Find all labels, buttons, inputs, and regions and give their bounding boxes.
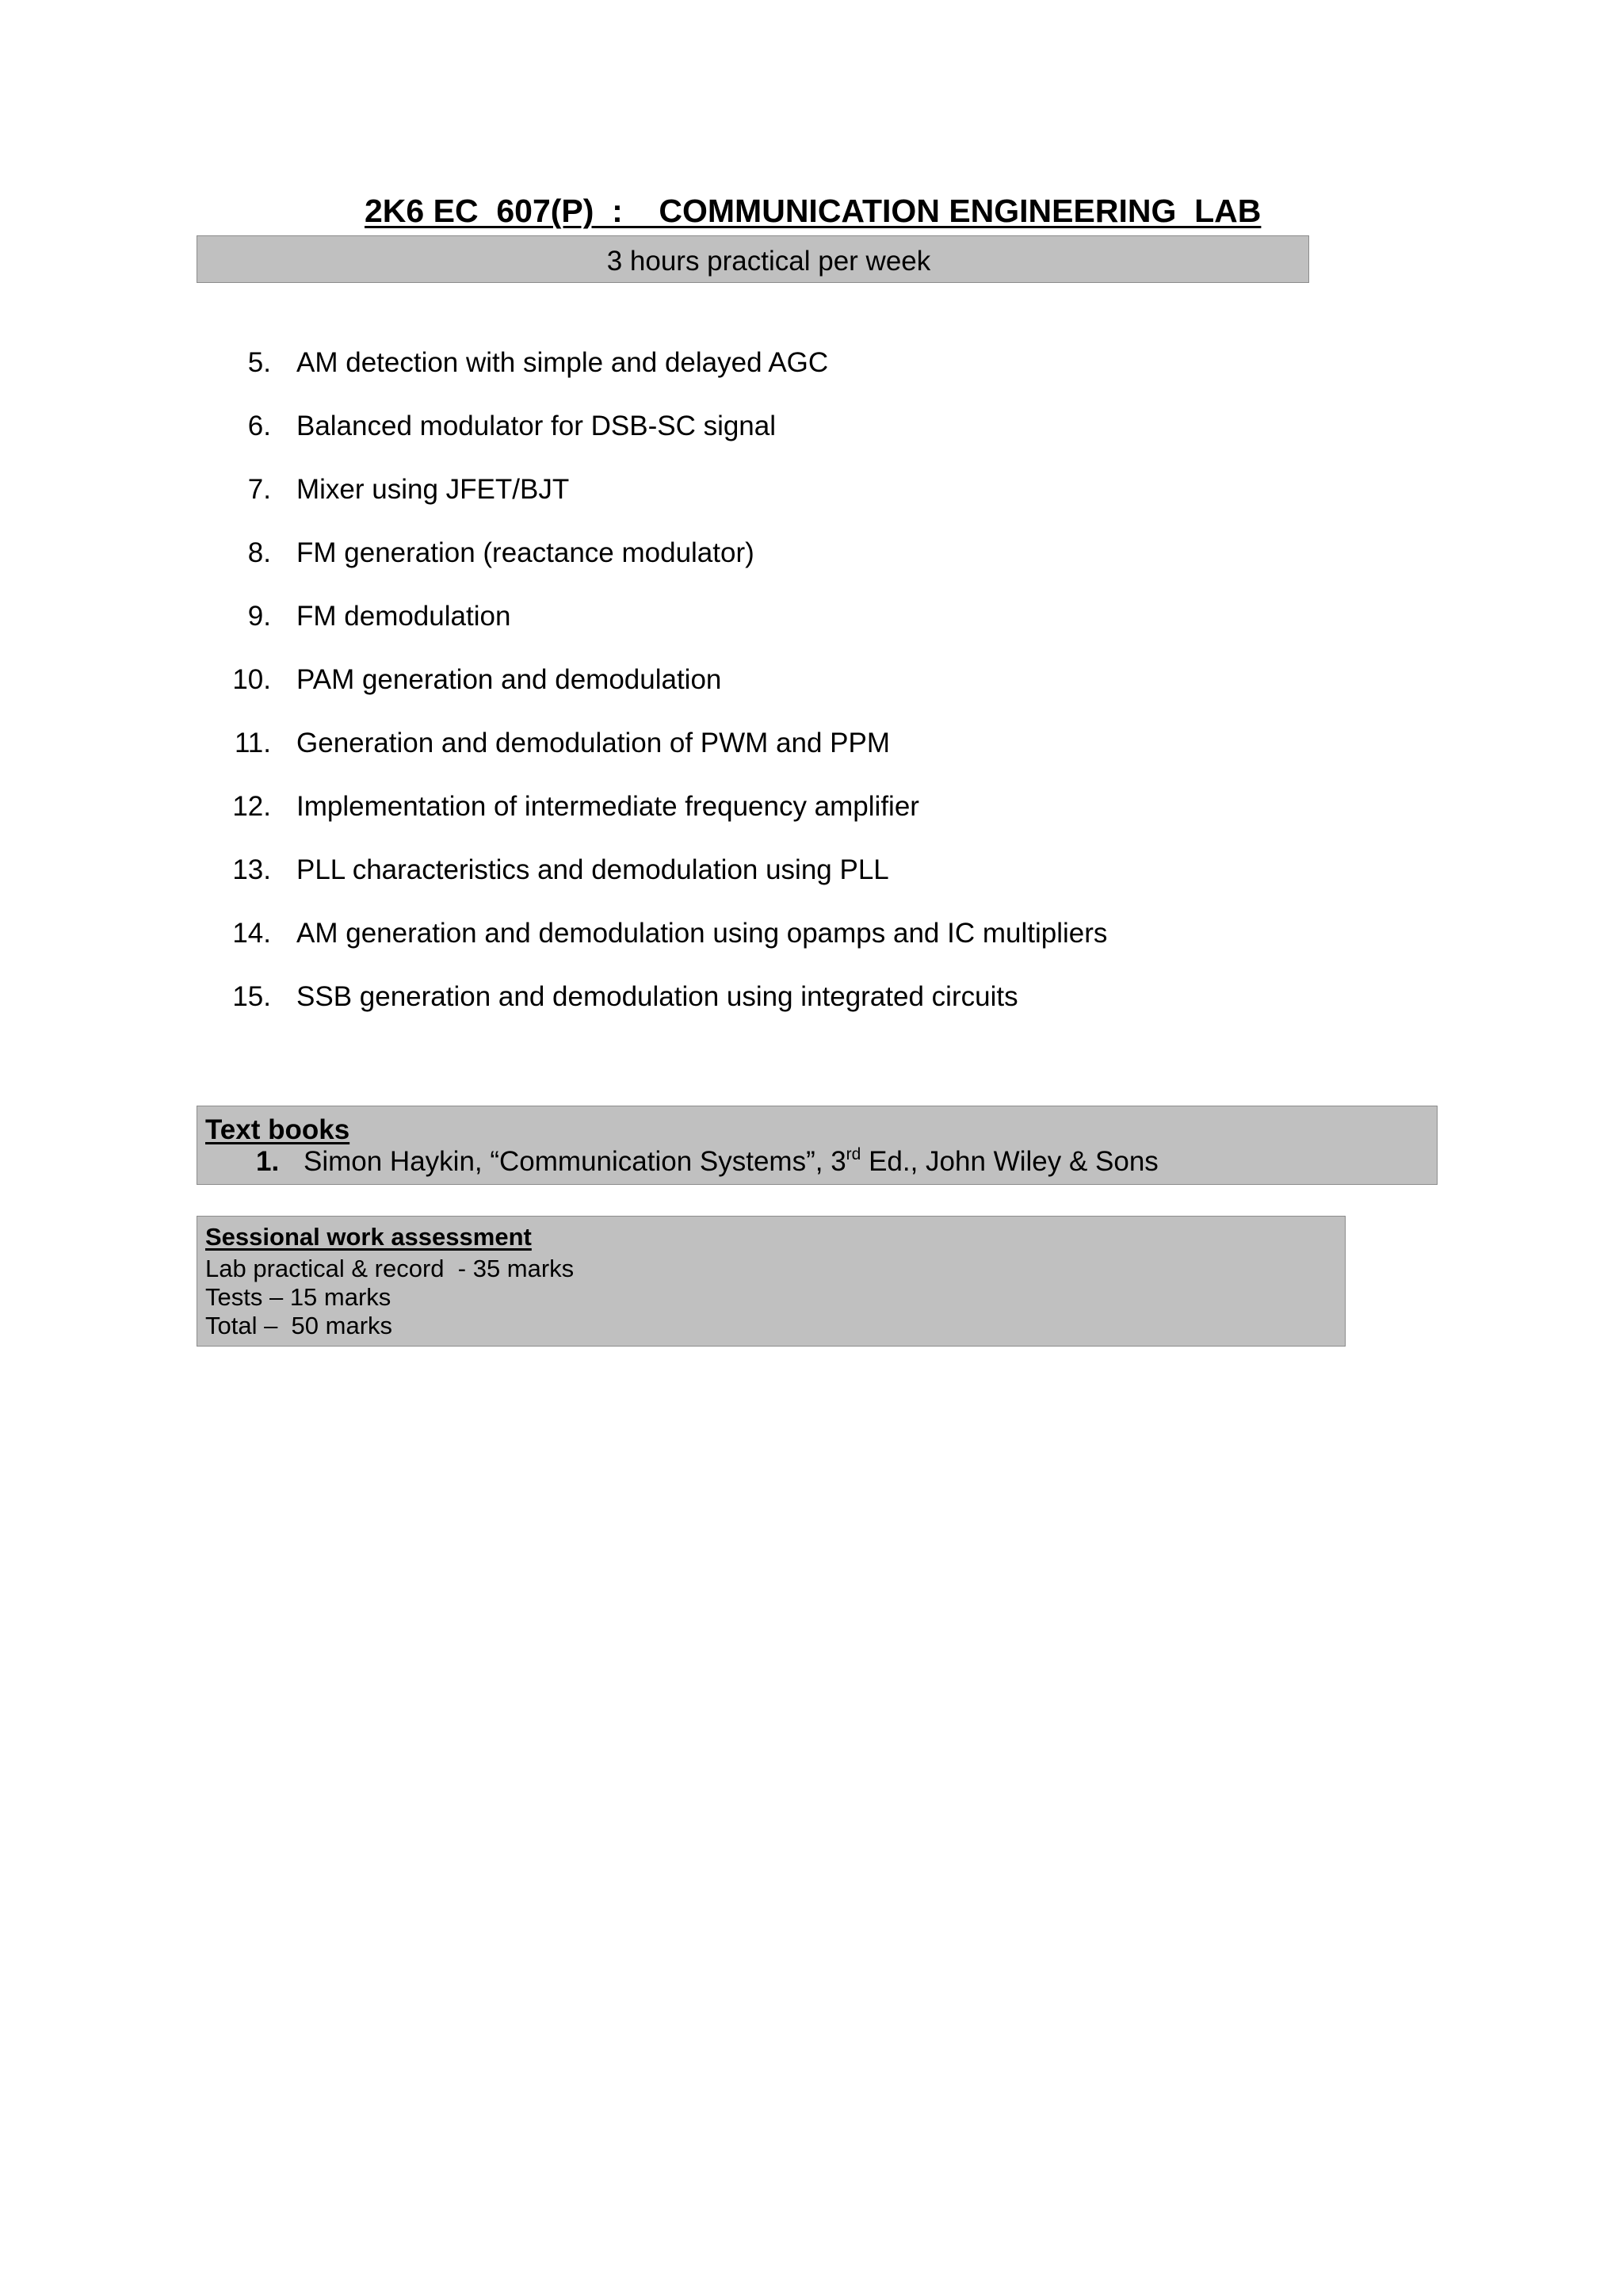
- hours-text: 3 hours practical per week: [606, 246, 931, 277]
- list-item-number: 12.: [232, 791, 271, 822]
- textbook-reference: [304, 1145, 1159, 1177]
- assessment-line: Tests – 15 marks: [205, 1283, 391, 1311]
- textbooks-box: [197, 1106, 1438, 1185]
- textbook-reference-main: Simon Haykin, “Communication Systems”, 3: [304, 1146, 846, 1177]
- list-item-text: AM generation and demodulation using opamps and IC multipliers: [296, 918, 1108, 949]
- hours-banner: [197, 235, 1309, 283]
- textbook-edition-suffix: rd: [846, 1145, 861, 1163]
- list-item-number: 6.: [247, 411, 271, 441]
- textbook-reference-publisher: Ed., John Wiley & Sons: [861, 1146, 1159, 1177]
- page-title: 2K6 EC 607(P) : COMMUNICATION ENGINEERING LAB: [365, 193, 1262, 229]
- list-item-number: 8.: [247, 537, 271, 568]
- list-item-text: Balanced modulator for DSB-SC signal: [296, 411, 777, 441]
- assessment-line: Total – 50 marks: [205, 1312, 393, 1339]
- list-item-text: FM demodulation: [296, 601, 511, 632]
- list-item-number: 11.: [234, 728, 271, 758]
- list-item-text: FM generation (reactance modulator): [296, 537, 754, 568]
- list-item-text: AM detection with simple and delayed AGC: [296, 347, 829, 378]
- sessional-assessment-box: [197, 1216, 1346, 1347]
- list-item-text: SSB generation and demodulation using integrated circuits: [296, 981, 1018, 1012]
- list-item-number: 7.: [247, 474, 271, 505]
- list-item-number: 10.: [232, 664, 271, 695]
- list-item-number: 15.: [232, 981, 271, 1012]
- list-item-number: 13.: [232, 854, 271, 885]
- list-item-text: Implementation of intermediate frequency amplifier: [296, 791, 919, 822]
- textbook-number: 1.: [256, 1146, 280, 1177]
- sessional-heading: Sessional work assessment: [205, 1223, 532, 1251]
- list-item-text: PAM generation and demodulation: [296, 664, 722, 695]
- list-item-text: Mixer using JFET/BJT: [296, 474, 570, 505]
- list-item-number: 9.: [247, 601, 271, 632]
- assessment-line: Lab practical & record - 35 marks: [205, 1255, 575, 1282]
- list-item-text: Generation and demodulation of PWM and PPM: [296, 728, 891, 758]
- list-item-number: 5.: [247, 347, 271, 378]
- textbooks-heading: Text books: [205, 1114, 350, 1145]
- list-item-number: 14.: [232, 918, 271, 949]
- list-item-text: PLL characteristics and demodulation using PLL: [296, 854, 889, 885]
